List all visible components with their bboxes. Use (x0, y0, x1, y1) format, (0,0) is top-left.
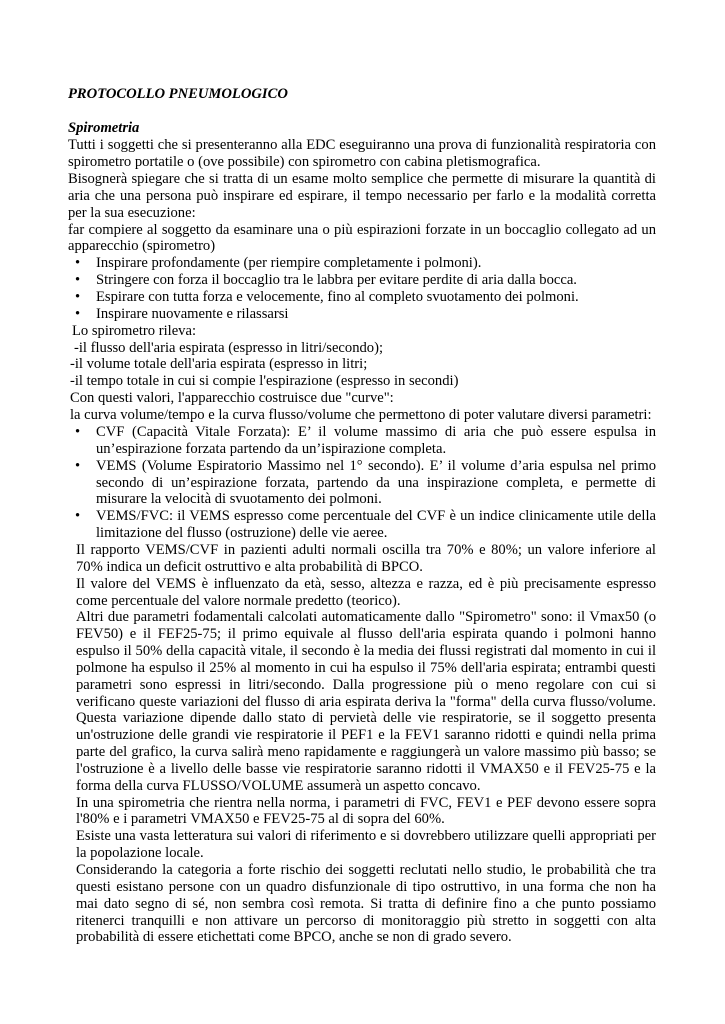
paragraph-line: Considerando la categoria a forte rischio dei soggetti reclutati nello studio, le probabilità che tra (76, 862, 656, 878)
bullet-marker: • (75, 424, 81, 440)
paragraph-line: l'ostruzione è a livello delle basse vie respiratorie saranno ridotti il VMAX50 e il FEV25-75 e la (76, 761, 656, 777)
paragraph-line: -il volume totale dell'aria espirata (espresso in litri; (70, 356, 368, 372)
bullet-item: misurare la velocità di svuotamento dei polmoni. (96, 491, 382, 507)
bullet-item: Inspirare nuovamente e rilassarsi (96, 306, 289, 322)
section-heading: Spirometria (68, 120, 140, 136)
paragraph-line: parte del grafico, la curva salirà meno rapidamente e raggiungerà un valore massimo più basso; se (76, 744, 656, 760)
paragraph-line: mai dato segno di sé, non sembra così remota. Si tratta di definire fino a che punto possiamo (76, 896, 656, 912)
paragraph-line: per la sua esecuzione: (68, 205, 196, 221)
paragraph-line: Bisognerà spiegare che si tratta di un esame molto semplice che permette di misurare la quantità di (68, 171, 656, 187)
paragraph-line: ritenerci tranquilli e non attivare un percorso di monitoraggio più stretto in soggetti con alta (76, 913, 656, 929)
bullet-item: un’espirazione forzata partendo da un’ispirazione completa. (96, 441, 447, 457)
bullet-marker: • (75, 255, 81, 271)
paragraph-line: Tutti i soggetti che si presenteranno alla EDC eseguiranno una prova di funzionalità respiratoria con (68, 137, 656, 153)
bullet-item: Inspirare profondamente (per riempire completamente i polmoni). (96, 255, 482, 271)
bullet-marker: • (75, 306, 81, 322)
bullet-item: limitazione del flusso (ostruzione) delle vie aeree. (96, 525, 388, 541)
paragraph-line: 70% indica un deficit ostruttivo e alta probabilità di BPCO. (76, 559, 423, 575)
paragraph-line: spirometro portatile o (ove possibile) con spirometro con cabina pletismografica. (68, 154, 541, 170)
paragraph-line: Lo spirometro rileva: (72, 323, 197, 339)
paragraph-line: Altri due parametri fodamentali calcolati automaticamente dallo "Spirometro" sono: il Vmax50 (o (76, 609, 656, 625)
paragraph-line: FEV50) e il FEF25-75; il primo equivale al flusso dell'aria espirata quando i polmoni hanno (76, 626, 656, 642)
paragraph-line: polmone ha espulso il 25% al momento in cui ha espulso il 75% dell'aria espirata; entrambi questi (76, 660, 656, 676)
paragraph-line: Il rapporto VEMS/CVF in pazienti adulti normali oscilla tra 70% e 80%; un valore inferiore al (76, 542, 656, 558)
bullet-item: VEMS (Volume Espiratorio Massimo nel 1° secondo). E’ il volume d’aria espulsa nel primo (96, 458, 656, 474)
paragraph-line: Questa variazione dipende dallo stato di pervietà delle vie respiratorie, se il soggetto presenta (76, 710, 656, 726)
bullet-marker: • (75, 272, 81, 288)
paragraph-line: In una spirometria che rientra nella norma, i parametri di FVC, FEV1 e PEF devono essere sopra (76, 795, 656, 811)
paragraph-line: Con questi valori, l'apparecchio costruisce due "curve": (70, 390, 394, 406)
bullet-item: secondo di un’espirazione forzata, partendo da una inspirazione completa, e permette di (96, 475, 656, 491)
paragraph-line: espulso il 50% della capacità vitale, il secondo è la media dei flussi registrati dal momento in cui il (76, 643, 656, 659)
bullet-marker: • (75, 508, 81, 524)
paragraph-line: come percentuale del valore normale predetto (teorico). (76, 593, 401, 609)
paragraph-line: far compiere al soggetto da esaminare una o più espirazioni forzate in un boccaglio collegato ad un (68, 222, 656, 238)
paragraph-line: parametri sono espressi in litri/secondo. Dalla progressione più o meno regolare con cui si (76, 677, 656, 693)
paragraph-line: aria che una persona può inspirare ed espirare, il tempo necessario per farlo e la modalità corretta (68, 188, 656, 204)
bullet-marker: • (75, 289, 81, 305)
bullet-item: Stringere con forza il boccaglio tra le labbra per evitare perdite di aria dalla bocca. (96, 272, 577, 288)
bullet-item: CVF (Capacità Vitale Forzata): E’ il volume massimo di aria che può essere espulsa in (96, 424, 656, 440)
paragraph-line: questi esistano persone con un quadro disfunzionale di tipo ostruttivo, in una forma che non ha (76, 879, 656, 895)
paragraph-line: verificano queste variazioni del flusso di aria espirata deriva la "forma" della curva flusso/volume. (76, 694, 656, 710)
bullet-marker: • (75, 458, 81, 474)
paragraph-line: Il valore del VEMS è influenzato da età, sesso, altezza e razza, ed è più precisamente espresso (76, 576, 656, 592)
paragraph-line: la popolazione locale. (76, 845, 204, 861)
bullet-item: Espirare con tutta forza e velocemente, fino al completo svuotamento dei polmoni. (96, 289, 579, 305)
paragraph-line: probabilità di essere etichettati come BPCO, anche se non di grado severo. (76, 929, 512, 945)
paragraph-line: Esiste una vasta letteratura sui valori di riferimento e si dovrebbero utilizzare quelli appropriati per (76, 828, 656, 844)
bullet-item: VEMS/FVC: il VEMS espresso come percentuale del CVF è un indice clinicamente utile della (96, 508, 656, 524)
paragraph-line: -il tempo totale in cui si compie l'espirazione (espresso in secondi) (70, 373, 459, 389)
paragraph-line: apparecchio (spirometro) (68, 238, 216, 254)
paragraph-line: -il flusso dell'aria espirata (espresso in litri/secondo); (74, 340, 384, 356)
paragraph-line: l'80% e i parametri VMAX50 e FEV25-75 al di sopra del 60%. (76, 811, 445, 827)
paragraph-line: la curva volume/tempo e la curva flusso/volume che permettono di poter valutare diversi parametri: (70, 407, 652, 423)
paragraph-line: forma della curva FLUSSO/VOLUME assumerà un aspetto concavo. (76, 778, 481, 794)
document-title: PROTOCOLLO PNEUMOLOGICO (68, 86, 288, 102)
paragraph-line: un'ostruzione delle grandi vie respiratorie il PEF1 e la FEV1 saranno ridotti e quindi nella prima (76, 727, 656, 743)
